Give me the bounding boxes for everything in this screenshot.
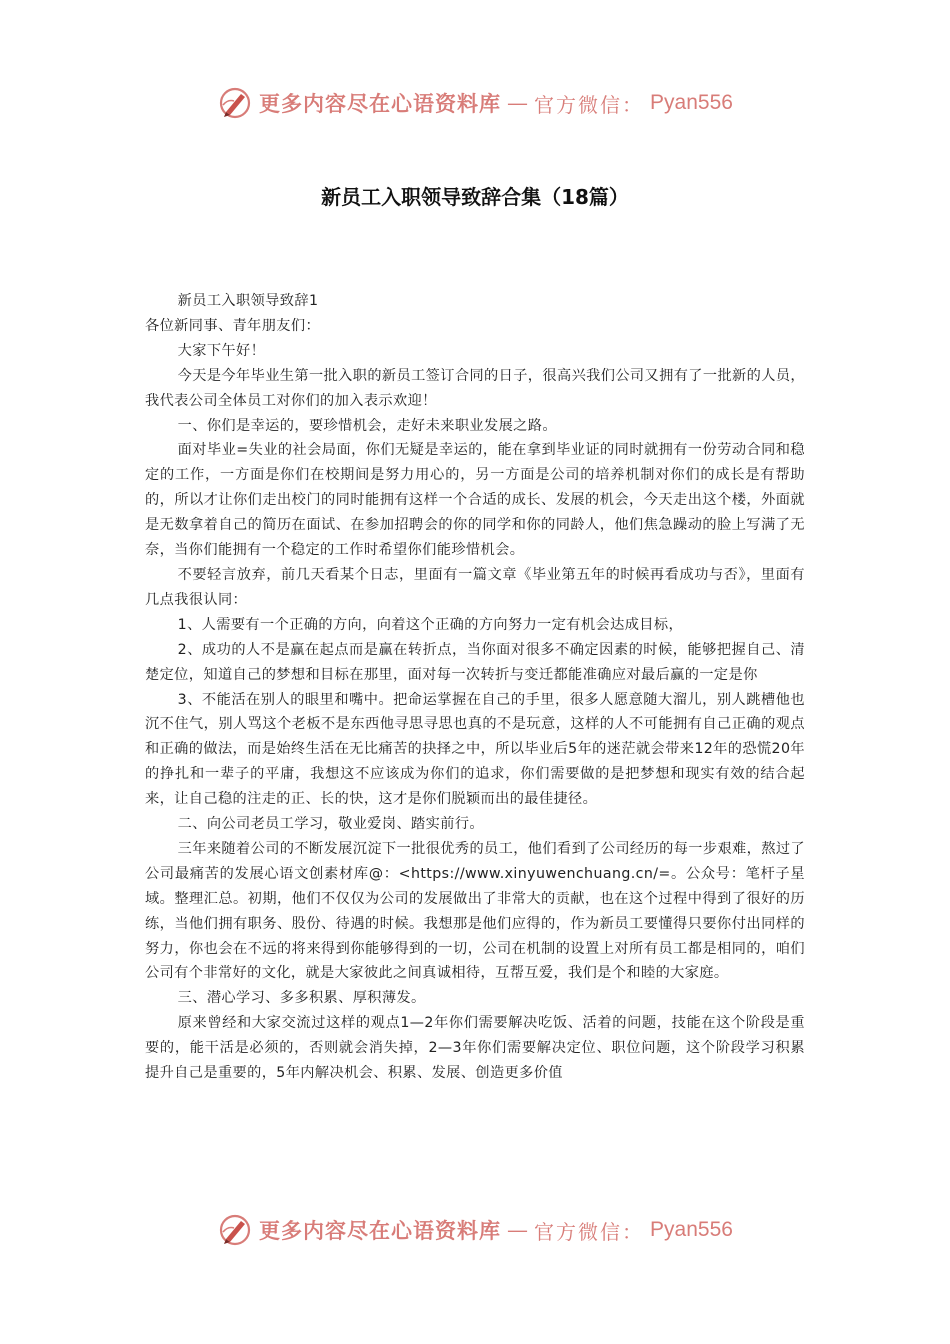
banner-contact-label: 官方微信：	[534, 1219, 645, 1244]
point-heading: 一、你们是幸运的，要珍惜机会，走好未来职业发展之路。	[177, 417, 557, 434]
document-body	[145, 289, 805, 1086]
pen-logo-icon	[217, 85, 253, 121]
header-watermark-banner	[0, 83, 950, 123]
document-title: 新员工入职领导致辞合集（18篇）	[321, 185, 629, 209]
salutation: 各位新同事、青年朋友们：	[145, 317, 321, 334]
body-paragraph: 原来曾经和大家交流过这样的观点1—2年你们需要解决吃饭、活着的问题，技能在这个阶段是重要的，能干活是必须的，否则就会消失掉，2—3年你们需要解决定位、职位问题，这个阶段学习积累提升自己是重要的，5年内解决机会、积累、发展、创造更多价值	[145, 1015, 805, 1082]
banner-wechat-id: Pyan556	[650, 91, 733, 114]
footer-watermark-banner	[0, 1210, 950, 1250]
body-paragraph: 今天是今年毕业生第一批入职的新员工签订合同的日子，很高兴我们公司又拥有了一批新的人员，我代表公司全体员工对你们的加入表示欢迎！	[145, 367, 805, 409]
point-heading: 三、潜心学习、多多积累、厚积薄发。	[177, 990, 426, 1007]
point-heading: 二、向公司老员工学习，敬业爱岗、踏实前行。	[177, 816, 484, 833]
banner-brand-text: 更多内容尽在心语资料库	[259, 91, 502, 116]
section-heading: 新员工入职领导致辞1	[177, 293, 319, 309]
banner-brand-text: 更多内容尽在心语资料库	[259, 1218, 502, 1243]
banner-separator: —	[507, 91, 529, 115]
body-paragraph: 不要轻言放弃，前几天看某个日志，里面有一篇文章《毕业第五年的时候再看成功与否》，里面有几点我很认同：	[145, 566, 805, 608]
banner-separator: —	[507, 1218, 529, 1242]
body-paragraph: 三年来随着公司的不断发展沉淀下一批很优秀的员工，他们看到了公司经历的每一步艰难，熬过了公司最痛苦的发展心语文创素材库@：<https://www.xinyuwenchuang.cn/=。公众号：笔杆子星域。整理汇总。初期，他们不仅仅为公司的发展做出了非常大的贡献，也在这个过程中得到了很好的历练，当他们拥有职务、股份、待遇的时候。我想那是他们应得的，作为新员工要懂得只要你付出同样的努力，你也会在不远的将来得到你能够得到的一切，公司在机制的设置上对所有员工都是相同的，咱们公司有个非常好的文化，就是大家彼此之间真诚相待，互帮互爱，我们是个和睦的大家庭。	[145, 840, 805, 982]
pen-logo-icon	[217, 1212, 253, 1248]
body-paragraph: 面对毕业=失业的社会局面，你们无疑是幸运的，能在拿到毕业证的同时就拥有一份劳动合同和稳定的工作，一方面是你们在校期间是努力用心的，另一方面是公司的培养机制对你们的成长是有帮助的，所以才让你们走出校门的同时能拥有这样一个合适的成长、发展的机会，今天走出这个楼，外面就是无数拿着自己的简历在面试、在参加招聘会的你的同学和你的同龄人，他们焦急躁动的脸上写满了无奈，当你们能拥有一个稳定的工作时希望你们能珍惜机会。	[145, 442, 805, 559]
banner-wechat-id: Pyan556	[650, 1218, 733, 1241]
list-item: 1、人需要有一个正确的方向，向着这个正确的方向努力一定有机会达成目标，	[177, 616, 684, 633]
banner-contact-label: 官方微信：	[534, 92, 645, 117]
greeting: 大家下午好！	[177, 342, 266, 359]
list-item: 3、不能活在别人的眼里和嘴中。把命运掌握在自己的手里，很多人愿意随大溜儿，别人跳槽他也沉不住气，别人骂这个老板不是东西他寻思寻思也真的不是玩意，这样的人不可能拥有自己正确的观点和正确的做法，而是始终生活在无比痛苦的抉择之中，所以毕业后5年的迷茫就会带来12年的恐慌20年的挣扎和一辈子的平庸，我想这不应该成为你们的追求，你们需要做的是把梦想和现实有效的结合起来，让自己稳的注走的正、长的快，这才是你们脱颖而出的最佳捷径。	[145, 691, 805, 808]
list-item: 2、成功的人不是赢在起点而是赢在转折点，当你面对很多不确定因素的时候，能够把握自己、清楚定位，知道自己的梦想和目标在那里，面对每一次转折与变迁都能准确应对最后赢的一定是你	[145, 641, 805, 683]
